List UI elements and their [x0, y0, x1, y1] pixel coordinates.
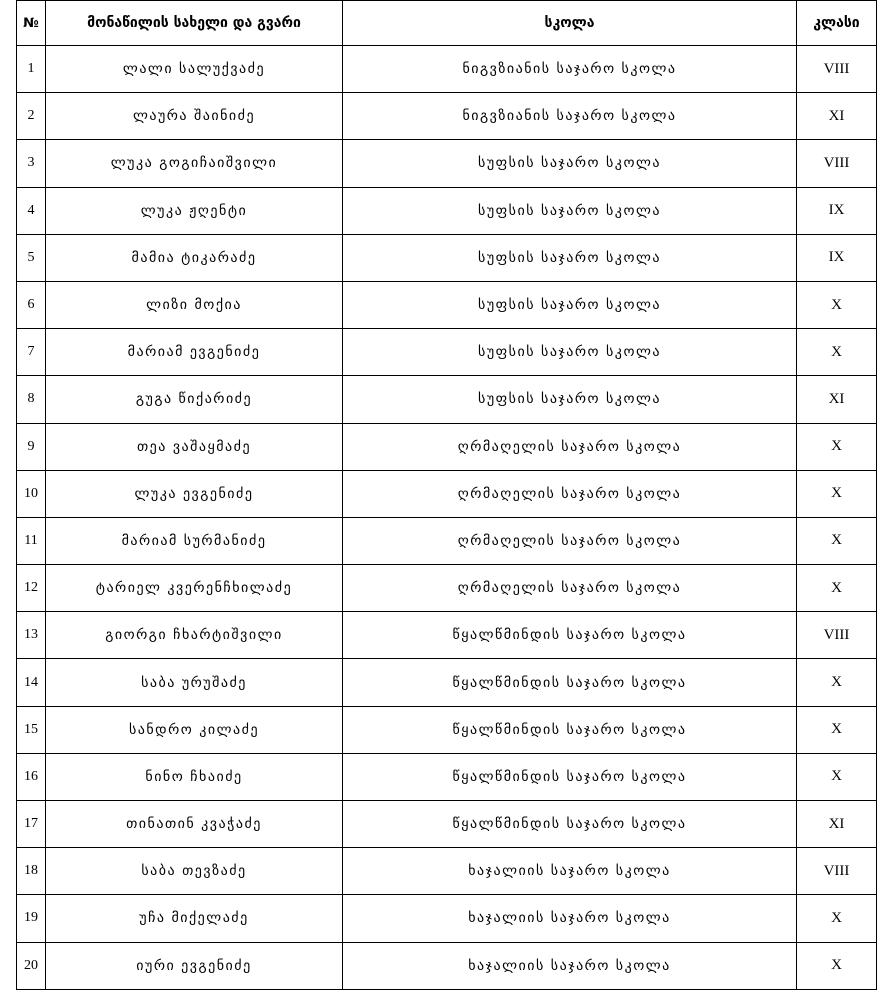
student-name: ტარიელ კვერენჩხილაძე	[46, 565, 343, 612]
school-name: ნიგვზიანის საჯარო სკოლა	[343, 46, 797, 93]
grade: VIII	[797, 612, 877, 659]
student-name: თინათინ კვაჭაძე	[46, 801, 343, 848]
grade: X	[797, 706, 877, 753]
grade: IX	[797, 234, 877, 281]
grade: XI	[797, 801, 877, 848]
table-header	[17, 1, 877, 46]
table-row	[17, 423, 877, 470]
student-name: ლიზი მოქია	[46, 281, 343, 328]
table-body	[17, 46, 877, 990]
grade: XI	[797, 376, 877, 423]
student-name: საბა თევზაძე	[46, 848, 343, 895]
header-row	[17, 1, 877, 46]
table-row	[17, 517, 877, 564]
school-name: სუფსის საჯარო სკოლა	[343, 187, 797, 234]
student-name: მამია ტიკარაძე	[46, 234, 343, 281]
school-name: წყალწმინდის საჯარო სკოლა	[343, 659, 797, 706]
student-name: ლუკა გოგიჩაიშვილი	[46, 140, 343, 187]
grade: X	[797, 329, 877, 376]
column-header-student-name: მონაწილის სახელი და გვარი	[46, 1, 343, 46]
student-name: ნინო ჩხაიძე	[46, 753, 343, 800]
grade: IX	[797, 187, 877, 234]
school-name: სუფსის საჯარო სკოლა	[343, 234, 797, 281]
student-name: ლუკა ჟღენტი	[46, 187, 343, 234]
table-row	[17, 470, 877, 517]
table-row	[17, 565, 877, 612]
school-name: სუფსის საჯარო სკოლა	[343, 281, 797, 328]
school-name: ღრმაღელის საჯარო სკოლა	[343, 423, 797, 470]
school-name: წყალწმინდის საჯარო სკოლა	[343, 753, 797, 800]
school-name: ნიგვზიანის საჯარო სკოლა	[343, 93, 797, 140]
grade: X	[797, 517, 877, 564]
grade: XI	[797, 93, 877, 140]
school-name: სუფსის საჯარო სკოლა	[343, 329, 797, 376]
table-row	[17, 140, 877, 187]
row-number: 9	[17, 423, 46, 470]
student-name: სანდრო კილაძე	[46, 706, 343, 753]
school-name: ღრმაღელის საჯარო სკოლა	[343, 470, 797, 517]
row-number: 7	[17, 329, 46, 376]
grade: X	[797, 895, 877, 942]
student-name: გუგა წიქარიძე	[46, 376, 343, 423]
school-name: ხაჯალიის საჯარო სკოლა	[343, 895, 797, 942]
school-name: ხაჯალიის საჯარო სკოლა	[343, 942, 797, 989]
school-name: ხაჯალიის საჯარო სკოლა	[343, 848, 797, 895]
grade: X	[797, 942, 877, 989]
participants-table	[16, 0, 877, 990]
grade: X	[797, 423, 877, 470]
table-row	[17, 942, 877, 989]
school-name: სუფსის საჯარო სკოლა	[343, 376, 797, 423]
row-number: 18	[17, 848, 46, 895]
grade: X	[797, 659, 877, 706]
grade: X	[797, 281, 877, 328]
student-name: ლაურა შაინიძე	[46, 93, 343, 140]
row-number: 6	[17, 281, 46, 328]
row-number: 15	[17, 706, 46, 753]
table-row	[17, 46, 877, 93]
table-row	[17, 93, 877, 140]
row-number: 8	[17, 376, 46, 423]
student-name: იური ევგენიძე	[46, 942, 343, 989]
row-number: 10	[17, 470, 46, 517]
grade: X	[797, 470, 877, 517]
column-header-grade: კლასი	[797, 1, 877, 46]
student-name: ლუკა ევგენიძე	[46, 470, 343, 517]
school-name: წყალწმინდის საჯარო სკოლა	[343, 801, 797, 848]
row-number: 20	[17, 942, 46, 989]
row-number: 3	[17, 140, 46, 187]
student-name: საბა ურუშაძე	[46, 659, 343, 706]
grade: VIII	[797, 140, 877, 187]
row-number: 2	[17, 93, 46, 140]
school-name: ღრმაღელის საჯარო სკოლა	[343, 517, 797, 564]
table-row	[17, 706, 877, 753]
table-row	[17, 848, 877, 895]
table-row	[17, 376, 877, 423]
column-header-number: №	[17, 1, 46, 46]
grade: VIII	[797, 46, 877, 93]
participants-table-container	[16, 0, 877, 990]
row-number: 17	[17, 801, 46, 848]
student-name: ლალი სალუქვაძე	[46, 46, 343, 93]
table-row	[17, 659, 877, 706]
row-number: 12	[17, 565, 46, 612]
table-row	[17, 753, 877, 800]
table-row	[17, 801, 877, 848]
table-row	[17, 895, 877, 942]
grade: X	[797, 565, 877, 612]
school-name: წყალწმინდის საჯარო სკოლა	[343, 612, 797, 659]
student-name: მარიამ ევგენიძე	[46, 329, 343, 376]
grade: VIII	[797, 848, 877, 895]
student-name: უჩა მიქელაძე	[46, 895, 343, 942]
table-row	[17, 281, 877, 328]
row-number: 14	[17, 659, 46, 706]
row-number: 1	[17, 46, 46, 93]
column-header-school: სკოლა	[343, 1, 797, 46]
table-row	[17, 234, 877, 281]
school-name: სუფსის საჯარო სკოლა	[343, 140, 797, 187]
school-name: ღრმაღელის საჯარო სკოლა	[343, 565, 797, 612]
row-number: 5	[17, 234, 46, 281]
row-number: 19	[17, 895, 46, 942]
table-row	[17, 187, 877, 234]
row-number: 4	[17, 187, 46, 234]
student-name: გიორგი ჩხარტიშვილი	[46, 612, 343, 659]
row-number: 11	[17, 517, 46, 564]
row-number: 13	[17, 612, 46, 659]
student-name: თეა ვაშაყმაძე	[46, 423, 343, 470]
row-number: 16	[17, 753, 46, 800]
grade: X	[797, 753, 877, 800]
student-name: მარიამ სურმანიძე	[46, 517, 343, 564]
school-name: წყალწმინდის საჯარო სკოლა	[343, 706, 797, 753]
table-row	[17, 329, 877, 376]
table-row	[17, 612, 877, 659]
